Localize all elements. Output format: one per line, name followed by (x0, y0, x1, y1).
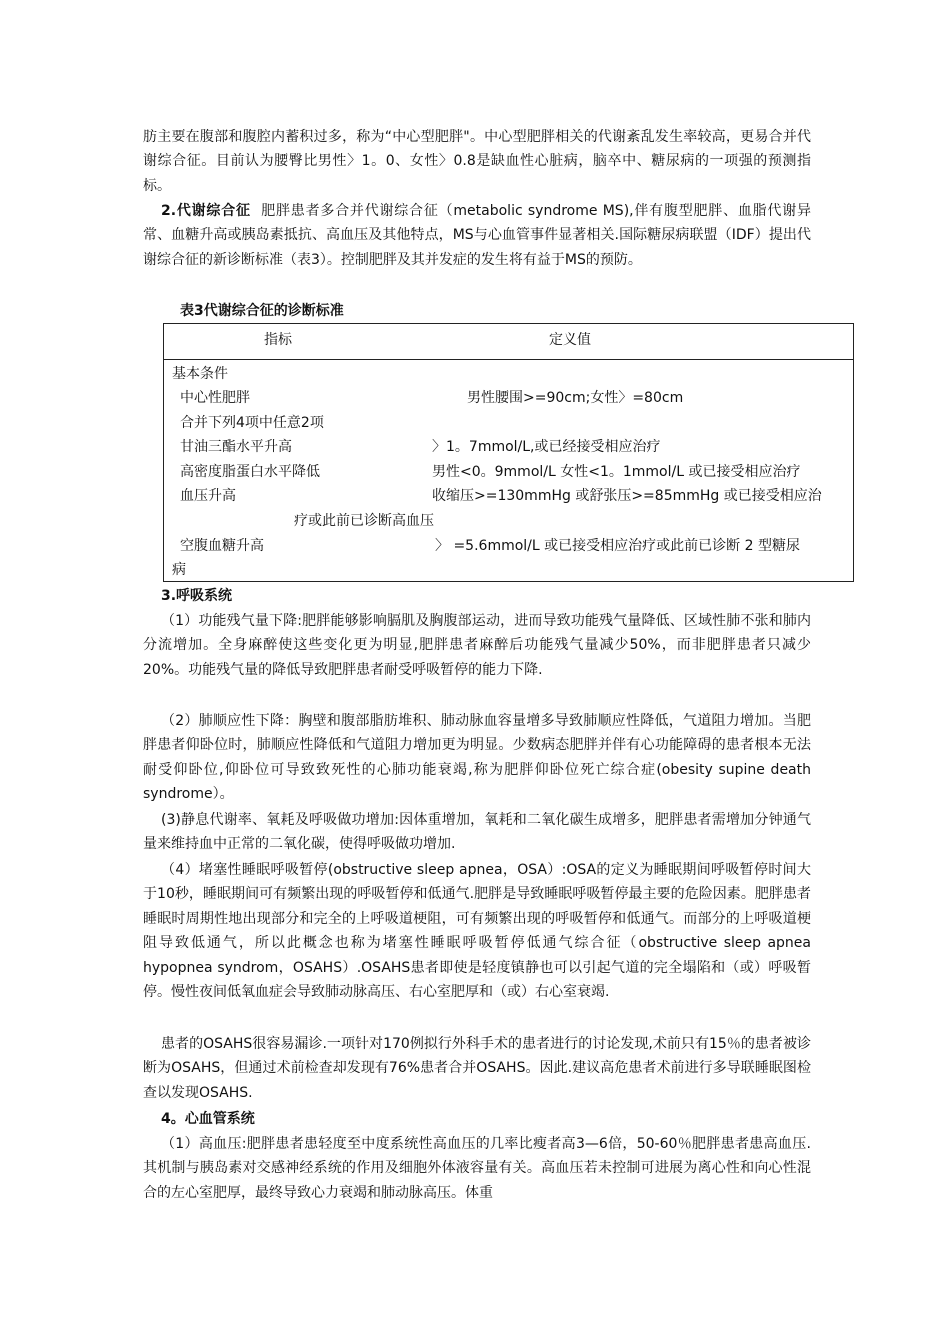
row-fasting-glucose: 空腹血糖升高 (180, 538, 264, 554)
row-any-two: 合并下列4项中任意2项 (180, 415, 324, 431)
value-fasting-glucose: 〉 =5.6mmol/L 或已接受相应治疗或此前已诊断 2 型糖尿 (435, 538, 800, 554)
table-header-row (164, 324, 853, 360)
value-triglycerides: 〉1。7mmol/L,或已经接受相应治疗 (432, 439, 661, 455)
value-blood-pressure-cont: 疗或此前已诊断高血压 (294, 513, 434, 529)
value-hdl: 男性<0。9mmol/L 女性<1。1mmol/L 或已接受相应治疗 (432, 464, 801, 480)
diagnostic-criteria-table (163, 323, 854, 582)
paragraph-metabolic-syndrome (143, 199, 811, 272)
row-triglycerides: 甘油三酯水平升高 (180, 439, 292, 455)
value-central-obesity: 男性腰围>=90cm;女性〉=80cm (467, 390, 684, 406)
paragraph-osa: （4）堵塞性睡眠呼吸暂停(obstructive sleep apnea，OSA）:OSA的定义为睡眠期间呼吸暂停时间大于10秒，睡眠期间可有频繁出现的呼吸暂停和低通气.肥胖是导致睡眠呼吸暂停最主要的危险因素。肥胖患者睡眠时周期性地出现部分和完全的上呼吸道梗阻，可有频繁出现的呼吸暂停和低通气。而部分的上呼吸道梗阻导致低通气，所以此概念也称为堵塞性睡眠呼吸暂停低通气综合征（obstructive sleep apnea hypopnea syndrom，OSAHS）.OSAHS患者即使是轻度镇静也可以引起气道的完全塌陷和（或）呼吸暂停。慢性夜间低氧血症会导致肺动脉高压、右心室肥厚和（或）右心室衰竭. (143, 862, 811, 1001)
heading-respiratory: 3.呼吸系统 (161, 588, 233, 604)
value-fasting-glucose-cont: 病 (172, 562, 186, 578)
paragraph-frc: （1）功能残气量下降:肥胖能够影响膈肌及胸腹部运动，进而导致功能残气量降低、区域性肺不张和肺内分流增加。全身麻醉使这些变化更为明显,肥胖患者麻醉后功能残气量减少50%，而非肥胖患者只减少20%。功能残气量的降低导致肥胖患者耐受呼吸暂停的能力下降. (143, 613, 811, 678)
header-definition: 定义值 (549, 332, 591, 348)
paragraph-osahs-diagnosis: 患者的OSAHS很容易漏诊.一项针对170例拟行外科手术的患者进行的讨论发现,术前只有15％的患者被诊断为OSAHS，但通过术前检查却发现有76%患者合并OSAHS。因此.建议高危患者术前进行多导联睡眠图检查以发现OSAHS. (143, 1036, 811, 1101)
row-blood-pressure: 血压升高 (180, 488, 236, 504)
heading-metabolic-syndrome: 2.代谢综合征 (161, 203, 251, 219)
paragraph-compliance: （2）肺顺应性下降：胸壁和腹部脂肪堆积、肺动脉血容量增多导致肺顺应性降低，气道阻力增加。当肥胖患者仰卧位时，肺顺应性降低和气道阻力增加更为明显。少数病态肥胖并伴有心功能障碍的患者根本无法耐受仰卧位,仰卧位可导致致死性的心肺功能衰竭,称为肥胖仰卧位死亡综合症(obesity supine death syndrome）。 (143, 713, 811, 803)
paragraph-central-obesity: 肪主要在腹部和腹腔内蓄积过多，称为“中心型肥胖"。中心型肥胖相关的代谢紊乱发生率较高，更易合并代谢综合征。目前认为腰臀比男性〉1。0、女性〉0.8是缺血性心脏病，脑卒中、糖尿病的一项强的预测指标。 (143, 129, 811, 194)
row-basic-condition: 基本条件 (172, 366, 228, 382)
paragraph-metabolic-rate: (3)静息代谢率、氧耗及呼吸做功增加:因体重增加，氧耗和二氧化碳生成增多，肥胖患者需增加分钟通气量来维持血中正常的二氧化碳，使得呼吸做功增加. (143, 812, 811, 853)
metabolic-syndrome-text: 肥胖患者多合并代谢综合征（metabolic syndrome MS),伴有腹型肥胖、血脂代谢异常、血糖升高或胰岛素抵抗、高血压及其他特点，MS与心血管事件显著相关.国际糖尿病联盟（IDF）提出代谢综合征的新诊断标准（表3）。控制肥胖及其并发症的发生将有益于MS的预防。 (143, 203, 811, 268)
row-central-obesity: 中心性肥胖 (180, 390, 250, 406)
value-blood-pressure: 收缩压>=130mmHg 或舒张压>=85mmHg 或已接受相应治 (432, 488, 822, 504)
row-hdl: 高密度脂蛋白水平降低 (180, 464, 320, 480)
table-caption: 表3代谢综合征的诊断标准 (180, 303, 344, 319)
header-indicator: 指标 (264, 332, 292, 348)
paragraph-hypertension: （1）高血压:肥胖患者患轻度至中度系统性高血压的几率比瘦者高3—6倍，50-60％肥胖患者患高血压.其机制与胰岛素对交感神经系统的作用及细胞外体液容量有关。高血压若未控制可进展为离心性和向心性混合的左心室肥厚，最终导致心力衰竭和肺动脉高压。体重 (143, 1136, 811, 1201)
heading-cardiovascular: 4。心血管系统 (161, 1111, 255, 1127)
